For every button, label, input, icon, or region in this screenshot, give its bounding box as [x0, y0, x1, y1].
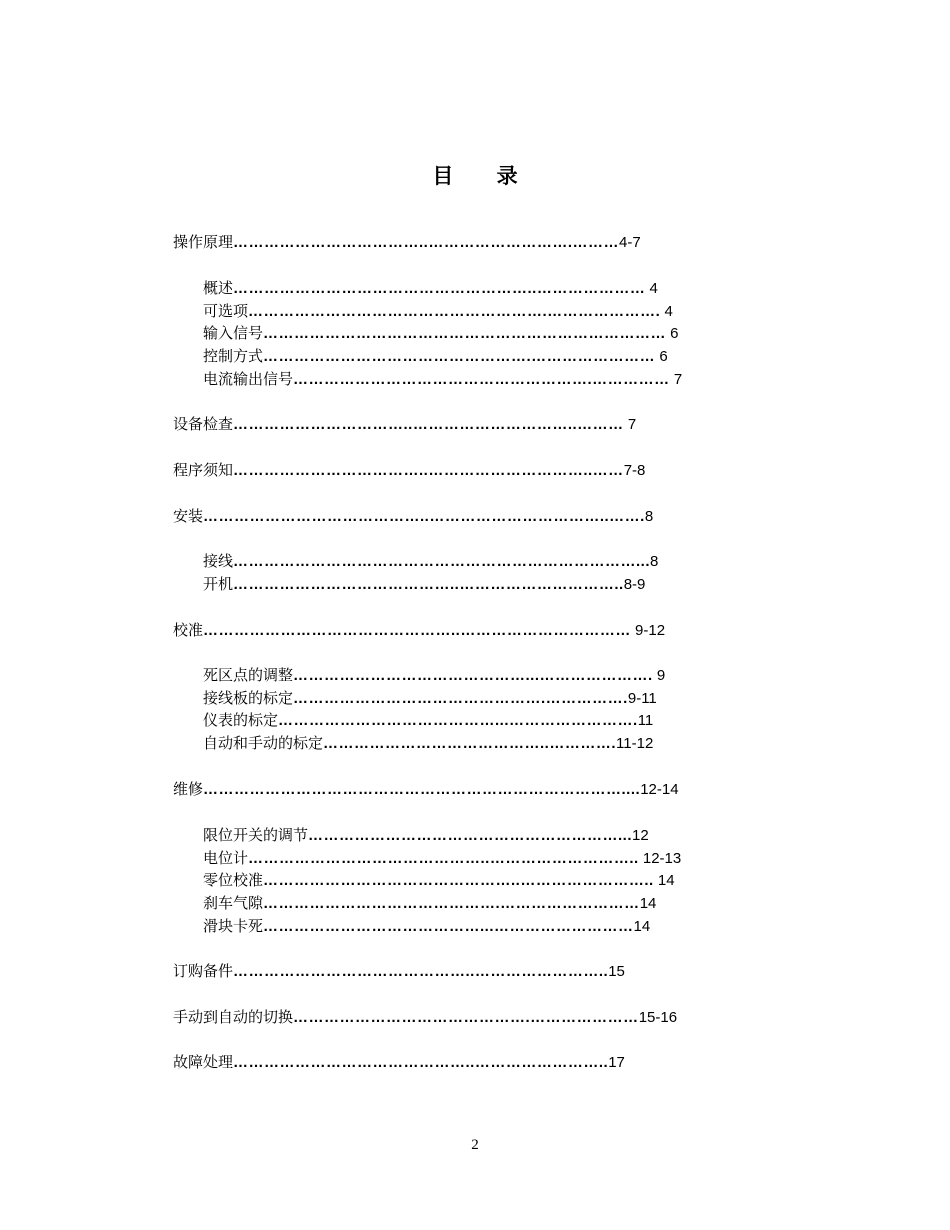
toc-entry-leader: ……………………………………..…………………………..	[233, 576, 624, 593]
toc-entry-page: 12-13	[638, 850, 682, 867]
toc-entry-page: 7	[669, 371, 683, 388]
toc-entry-label: 手动到自动的切换	[173, 1008, 294, 1026]
toc-entry-control-mode[interactable]	[203, 345, 733, 367]
toc-entry-page: 4	[645, 280, 658, 297]
toc-entry-meter[interactable]	[203, 709, 733, 731]
toc-entry-spare-parts[interactable]	[173, 960, 733, 982]
toc-entry-deadband[interactable]	[203, 664, 733, 686]
toc-entry-options[interactable]	[203, 300, 733, 322]
toc-entry-page: 7-8	[623, 462, 646, 479]
toc-entry-label: 仪表的标定	[203, 711, 279, 729]
toc-entry-page: 12-14	[640, 781, 679, 798]
toc-entry-zero-calibration[interactable]	[203, 869, 733, 891]
toc-entry-label: 限位开关的调节	[203, 826, 309, 844]
toc-entry-installation[interactable]	[173, 505, 733, 527]
toc-entry-page: 17	[608, 1054, 625, 1071]
toc-entry-label: 电位计	[203, 849, 249, 867]
toc-entry-label: 控制方式	[203, 347, 264, 365]
toc-entry-brake-gap[interactable]	[203, 892, 733, 914]
toc-entry-equipment-check[interactable]	[173, 413, 733, 435]
toc-entry-page: 12	[632, 827, 649, 844]
toc-entry-label: 零位校准	[203, 871, 264, 889]
toc-entry-page: 11	[637, 712, 654, 729]
toc-entry-calibration[interactable]	[173, 619, 733, 641]
toc-entry-label: 开机	[203, 575, 234, 593]
toc-entry-current-output[interactable]	[203, 368, 733, 390]
toc-entry-page: 8	[650, 553, 659, 570]
toc-entry-leader: ……………………………………..……………………………..…….	[203, 508, 645, 525]
toc-entry-page: 4-7	[619, 234, 641, 251]
toc-entry-auto-manual[interactable]	[203, 732, 733, 754]
toc-entry-label: 滑块卡死	[203, 917, 264, 935]
toc-entry-maintenance[interactable]	[173, 778, 733, 800]
toc-entry-leader: ………………………………..……………………….………	[233, 234, 620, 251]
toc-title: 目 录	[432, 163, 536, 188]
toc-entry-leader: ………………………………………………….……………	[293, 371, 670, 388]
toc-entry-leader: ………………………………………...………………….	[293, 667, 653, 684]
toc-entry-label: 刹车气隙	[203, 894, 264, 912]
toc-entry-page: 14	[639, 895, 657, 912]
toc-entry-leader: …………………………………………..……………………………	[203, 622, 631, 639]
toc-entry-principle[interactable]	[173, 231, 733, 253]
toc-entry-label: 可选项	[203, 302, 249, 320]
toc-entry-label: 校准	[173, 621, 204, 639]
toc-entry-label: 安装	[173, 507, 204, 525]
toc-entry-leader: …………………………………………….……………………	[263, 348, 656, 365]
page-number: 2	[471, 1137, 479, 1153]
toc-entry-page: 11-12	[616, 735, 654, 752]
toc-entry-manual-to-auto[interactable]	[173, 1006, 743, 1028]
toc-entry-leader: ……………………………………………………………………...	[233, 553, 651, 570]
toc-entry-input-signal[interactable]	[203, 322, 733, 344]
toc-entry-leader: ……………………………………….………………………	[263, 895, 640, 912]
toc-entry-leader: ……………………………………...………………………	[263, 918, 634, 935]
toc-entry-page: 9-11	[627, 690, 657, 707]
toc-entry-label: 程序须知	[173, 461, 234, 479]
toc-entry-power-on[interactable]	[203, 573, 733, 595]
toc-entry-leader: ………………………………..…………………………..……	[233, 462, 624, 479]
toc-entry-leader: ……………………………………..………….	[323, 735, 617, 752]
toc-entry-page: 15-16	[638, 1009, 678, 1026]
toc-entry-leader: ………………………………………..………………………..	[248, 850, 639, 867]
toc-entry-leader: ………………………………………………….………………….	[248, 303, 661, 320]
toc-entry-leader: …………………………………………………..…………………	[233, 280, 646, 297]
toc-entry-leader: ………………………………………….…………….	[293, 690, 628, 707]
toc-entry-label: 设备检查	[173, 415, 234, 433]
toc-entry-page: 8	[644, 508, 654, 525]
toc-entry-leader: ……………………………………...…………………….	[278, 712, 638, 729]
toc-entry-label: 维修	[173, 780, 204, 798]
toc-entry-overview[interactable]	[203, 277, 733, 299]
toc-entry-leader: ………………………………………..……………………..	[233, 1054, 609, 1071]
toc-entry-leader: ……………………………………….…………………	[293, 1009, 639, 1026]
toc-entry-page: 7	[623, 416, 637, 433]
toc-entry-leader: ………………………………………………………………………....	[203, 781, 641, 798]
toc-entry-label: 死区点的调整	[203, 666, 294, 684]
toc-entry-label: 电流输出信号	[203, 370, 294, 388]
toc-entry-page: 15	[608, 963, 625, 980]
toc-entry-label: 接线	[203, 552, 234, 570]
toc-entry-potentiometer[interactable]	[203, 847, 733, 869]
toc-entry-slider-jam[interactable]	[203, 915, 733, 937]
toc-entry-page: 14	[633, 918, 651, 935]
toc-entry-page: 8-9	[623, 576, 646, 593]
toc-entry-leader: …………………………………………..……………………..	[263, 872, 654, 889]
toc-entry-page: 9	[652, 667, 666, 684]
toc-entry-label: 接线板的标定	[203, 689, 294, 707]
toc-entry-page: 6	[666, 325, 679, 342]
toc-entry-troubleshooting[interactable]	[173, 1051, 733, 1073]
toc-entry-label: 操作原理	[173, 233, 234, 251]
toc-entry-terminal-board[interactable]	[203, 687, 733, 709]
toc-entry-leader: ……………………………..…………………………..………	[233, 416, 624, 433]
toc-entry-leader: ………………………………………..……………………..	[233, 963, 609, 980]
toc-entry-label: 自动和手动的标定	[203, 734, 324, 752]
toc-entry-limit-switch[interactable]	[203, 824, 733, 846]
toc-entry-wiring[interactable]	[203, 550, 733, 572]
toc-entry-page: 14	[653, 872, 675, 889]
toc-entry-label: 输入信号	[203, 324, 264, 342]
toc-entry-label: 故障处理	[173, 1053, 234, 1071]
toc-entry-label: 概述	[203, 279, 234, 297]
toc-entry-leader: ……………………………………………………...	[308, 827, 633, 844]
toc-entry-leader: ……………………………………………………………………	[263, 325, 667, 342]
toc-entry-label: 订购备件	[173, 962, 234, 980]
toc-entry-page: 4	[660, 303, 673, 320]
toc-entry-procedure-notes[interactable]	[173, 459, 733, 481]
toc-entry-page: 6	[655, 348, 668, 365]
toc-entry-page: 9-12	[630, 622, 666, 639]
